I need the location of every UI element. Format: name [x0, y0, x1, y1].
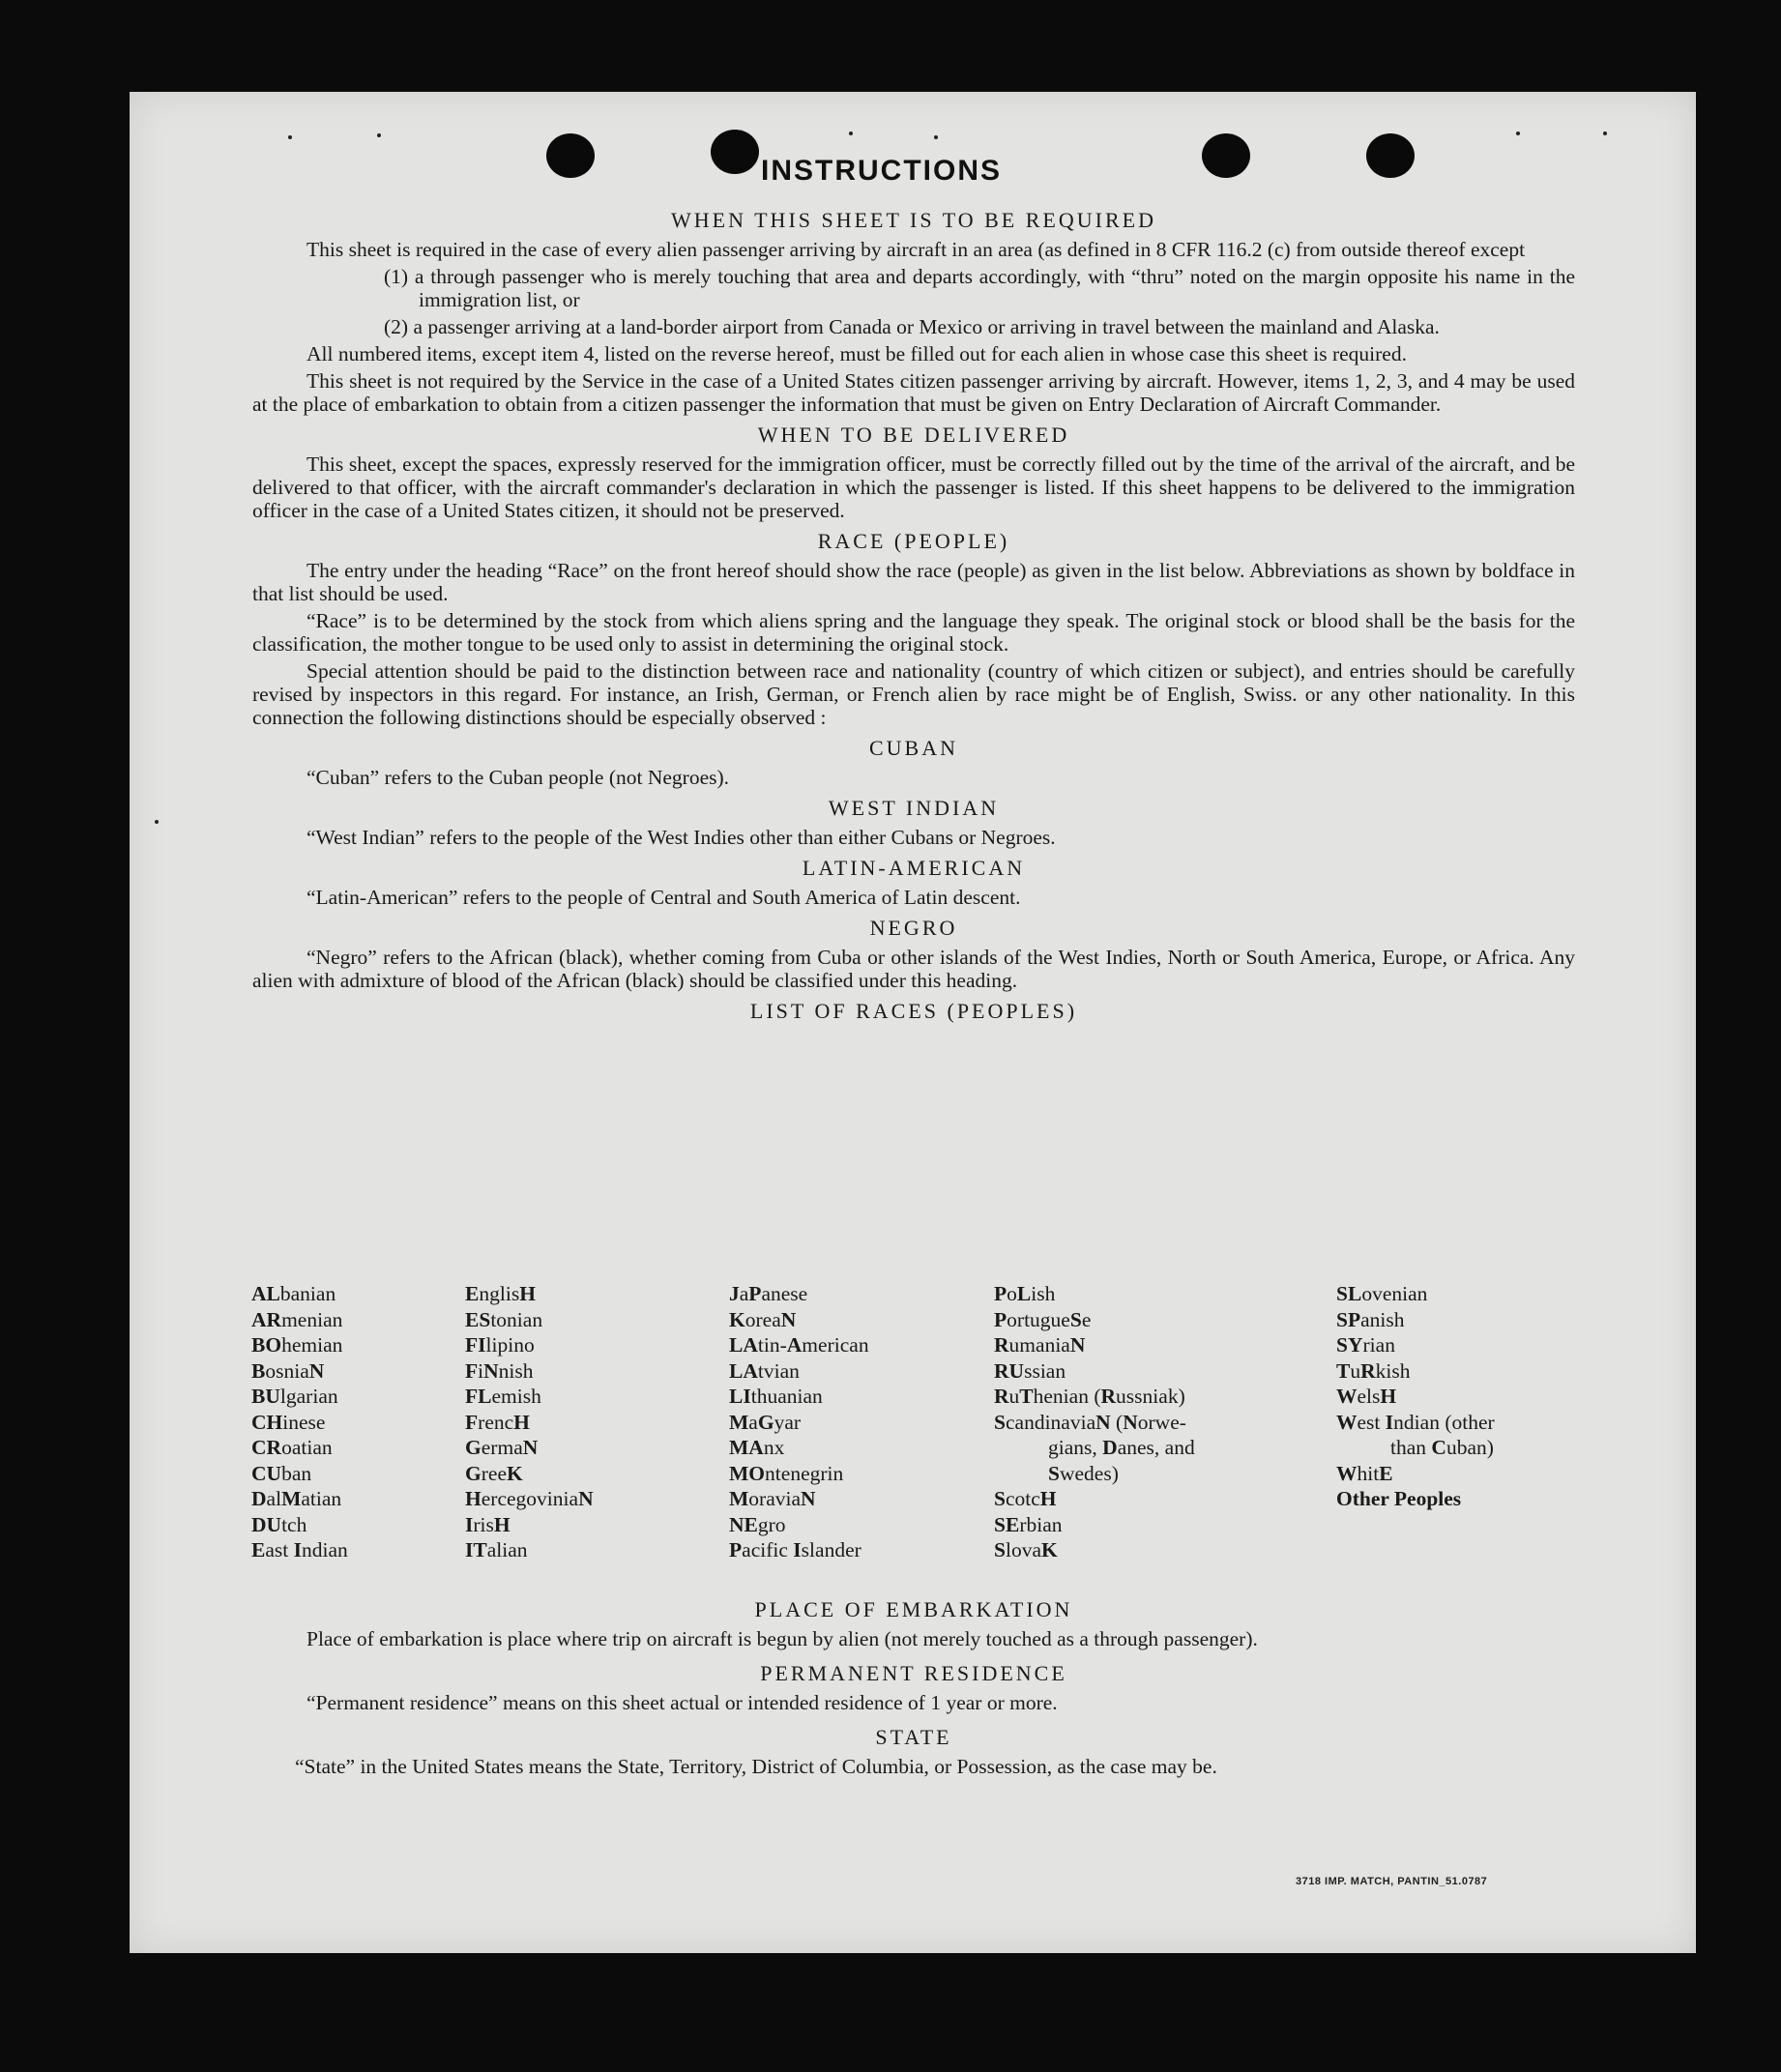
section-heading: STATE: [875, 1725, 952, 1749]
section-heading: WEST INDIAN: [828, 796, 1000, 820]
race-entry: ScotcH: [994, 1487, 1057, 1510]
page-title: INSTRUCTIONS: [761, 155, 1002, 187]
race-column: [251, 1281, 348, 1563]
paragraph: “Latin-American” refers to the people of Central and South America of Latin descent.: [307, 886, 1021, 909]
race-entry: Swedes): [1048, 1461, 1119, 1485]
race-entry: EnglisH: [465, 1282, 536, 1305]
punch-hole: [711, 130, 759, 174]
race-entry: SYrian: [1336, 1333, 1395, 1357]
race-entry: ITalian: [465, 1538, 528, 1561]
race-entry: RumaniaN: [994, 1333, 1086, 1357]
race-entry: BOhemian: [251, 1333, 343, 1357]
punch-hole: [1366, 133, 1415, 178]
paragraph: The entry under the heading “Race” on the front hereof should show the race (people) as given in the list below. Abbreviations as shown by boldface in that list should be used.: [252, 559, 1575, 605]
printer-mark: 3718 IMP. MATCH, PANTIN_51.0787: [1296, 1876, 1488, 1887]
race-entry: SlovaK: [994, 1538, 1058, 1561]
race-entry: EStonian: [465, 1307, 543, 1331]
race-entry: DalMatian: [251, 1487, 342, 1510]
race-entry: FrencH: [465, 1410, 530, 1434]
paragraph: “Negro” refers to the African (black), whether coming from Cuba or other islands of the West Indies, North or South America, Europe, or Africa. Any alien with admixture of blood of the African (black) should be classified under this heading.: [252, 946, 1575, 992]
race-column: [729, 1281, 869, 1563]
race-entry: CHinese: [251, 1410, 326, 1434]
race-entry: LAtin-American: [729, 1333, 869, 1357]
race-entry: WelsH: [1336, 1385, 1397, 1408]
paragraph: All numbered items, except item 4, listed on the reverse hereof, must be filled out for each alien in whose case this sheet is required.: [307, 342, 1407, 365]
speck: [155, 820, 159, 824]
race-entry: HercegoviniaN: [465, 1487, 594, 1510]
race-entry: SLovenian: [1336, 1282, 1428, 1305]
race-list: [251, 1281, 1576, 1590]
speck: [1516, 131, 1520, 135]
section-heading: RACE (PEOPLE): [817, 529, 1010, 553]
race-entry: Other Peoples: [1336, 1487, 1462, 1510]
race-entry: CRoatian: [251, 1436, 333, 1459]
section-heading: WHEN THIS SHEET IS TO BE REQUIRED: [671, 208, 1156, 232]
race-entry: FLemish: [465, 1385, 541, 1408]
race-entry: GermaN: [465, 1436, 539, 1459]
race-entry: LIthuanian: [729, 1385, 823, 1408]
race-column: [1336, 1281, 1495, 1512]
paragraph: This sheet is required in the case of every alien passenger arriving by aircraft in an area (as defined in 8 CFR 116.2 (c) from outside thereof except: [307, 238, 1526, 261]
paragraph: This sheet, except the spaces, expressly reserved for the immigration officer, must be correctly filled out by the time of the arrival of the aircraft, and be delivered to that officer, with the aircraft commander's declaration in which the passenger is listed. If this sheet happens to be delivered to the immigration officer in the case of a United States citizen, it should not be preserved.: [252, 452, 1575, 522]
punch-hole: [546, 133, 595, 178]
race-entry: MAnx: [729, 1436, 785, 1459]
race-entry: RUssian: [994, 1358, 1066, 1383]
speck: [377, 133, 381, 137]
punch-hole: [1202, 133, 1250, 178]
race-column: [465, 1281, 594, 1563]
instructions-body: [252, 201, 1575, 1029]
section-heading: LATIN-AMERICAN: [802, 856, 1026, 880]
section-heading: NEGRO: [869, 916, 958, 940]
paragraph: Place of embarkation is place where trip on aircraft is begun by alien (not merely touched as a through passenger).: [307, 1627, 1258, 1650]
section-heading: LIST OF RACES (PEOPLES): [749, 999, 1078, 1023]
race-entry: FiNnish: [465, 1358, 534, 1383]
race-entry: FIlipino: [465, 1333, 535, 1357]
race-entry: than Cuban): [1390, 1436, 1494, 1459]
race-column: [994, 1281, 1195, 1563]
paragraph: “West Indian” refers to the people of the West Indies other than either Cubans or Negroes.: [307, 826, 1056, 849]
speck: [1603, 131, 1607, 135]
race-entry: GreeK: [465, 1461, 523, 1485]
race-entry: PoLish: [994, 1282, 1056, 1305]
race-entry: CUban: [251, 1461, 312, 1485]
section-heading: PERMANENT RESIDENCE: [760, 1661, 1067, 1685]
race-entry: RuThenian (Russniak): [994, 1385, 1185, 1408]
race-entry: BUlgarian: [251, 1385, 338, 1408]
race-entry: ScandinaviaN (Norwe-: [994, 1410, 1186, 1434]
paragraph: “State” in the United States means the State, Territory, District of Columbia, or Possession, as the case may be.: [295, 1755, 1217, 1778]
race-entry: KoreaN: [729, 1307, 797, 1331]
race-entry: JaPanese: [729, 1282, 808, 1305]
race-entry: SPanish: [1336, 1307, 1405, 1331]
race-entry: West Indian (other: [1336, 1410, 1495, 1434]
race-entry: LAtvian: [729, 1358, 800, 1383]
paragraph: “Permanent residence” means on this sheet actual or intended residence of 1 year or more.: [307, 1691, 1058, 1714]
speck: [288, 135, 292, 139]
race-entry: PortugueSe: [994, 1307, 1092, 1331]
race-entry: ARmenian: [251, 1307, 343, 1331]
race-entry: MOntenegrin: [729, 1461, 844, 1485]
race-entry: Pacific Islander: [729, 1538, 861, 1561]
race-entry: SErbian: [994, 1512, 1063, 1536]
paragraph: “Cuban” refers to the Cuban people (not Negroes).: [307, 766, 730, 789]
section-heading: WHEN TO BE DELIVERED: [757, 423, 1070, 447]
list-item: (1) a through passenger who is merely touching that area and departs accordingly, with “thru” noted on the margin opposite his name in the immigration list, or: [384, 265, 1575, 311]
race-entry: gians, Danes, and: [1048, 1436, 1195, 1459]
race-entry: DUtch: [251, 1512, 307, 1536]
closing-sections: [252, 1590, 1575, 1782]
speck: [849, 131, 853, 135]
paragraph: Special attention should be paid to the distinction between race and nationality (country of which citizen or subject), and entries should be carefully revised by inspectors in this regard. For instance, an Irish, German, or French alien by race might be of English, Swiss. or any other nationality. In this connection the following distinctions should be especially observed :: [252, 659, 1575, 729]
race-entry: BosniaN: [251, 1358, 325, 1383]
race-entry: ALbanian: [251, 1282, 336, 1305]
race-entry: WhitE: [1336, 1461, 1393, 1485]
race-entry: MoraviaN: [729, 1487, 816, 1510]
section-heading: CUBAN: [868, 736, 958, 760]
paragraph: This sheet is not required by the Service in the case of a United States citizen passenger arriving by aircraft. However, items 1, 2, 3, and 4 may be used at the place of embarkation to obtain from a citizen passenger the information that must be given on Entry Declaration of Aircraft Commander.: [252, 369, 1575, 416]
list-item: (2) a passenger arriving at a land-border airport from Canada or Mexico or arriving in travel between the mainland and Alaska.: [384, 315, 1440, 338]
speck: [934, 135, 938, 139]
paragraph: “Race” is to be determined by the stock from which aliens spring and the language they speak. The original stock or blood shall be the basis for the classification, the mother tongue to be used only to assist in determining the original stock.: [252, 609, 1575, 656]
section-heading: PLACE OF EMBARKATION: [754, 1597, 1073, 1621]
race-entry: MaGyar: [729, 1410, 802, 1434]
race-entry: NEgro: [729, 1512, 786, 1536]
race-entry: IrisH: [465, 1512, 511, 1536]
race-entry: East Indian: [251, 1538, 348, 1561]
race-entry: TuRkish: [1336, 1358, 1411, 1383]
